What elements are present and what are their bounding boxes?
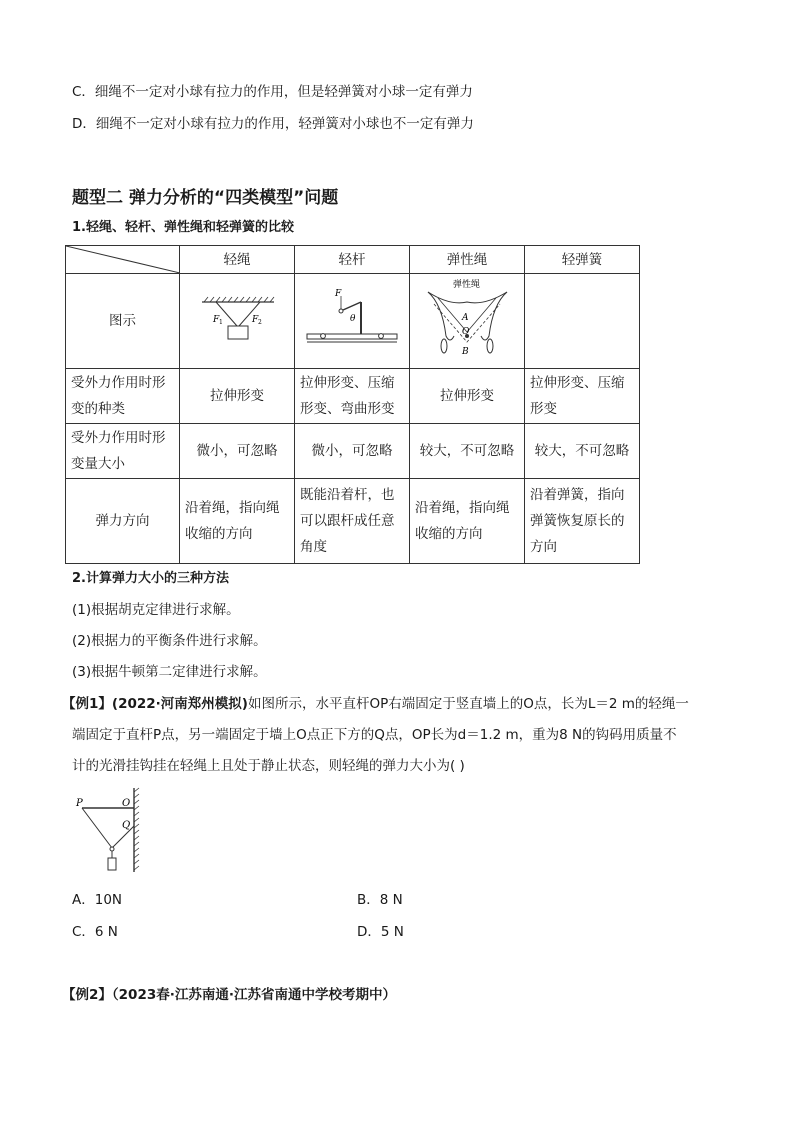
table-header-row: [66, 246, 640, 274]
rope-f2-label: F: [252, 315, 259, 325]
table-cell: 拉伸形变: [410, 369, 525, 424]
table-cell: 较大，不可忽略: [410, 424, 525, 479]
example1-option-c: C．6 N: [72, 924, 118, 940]
subsection-2-title: 2.计算弹力大小的三种方法: [72, 571, 229, 586]
rod-f-label: F: [335, 289, 342, 299]
elastic-title-label: 弹性绳: [453, 280, 481, 290]
comparison-table: [65, 245, 640, 564]
table-row: [66, 369, 640, 424]
rod-theta-label: θ: [350, 314, 356, 324]
rope-f1-label: F: [213, 315, 220, 325]
subsection-1-title: 1.轻绳、轻杆、弹性绳和轻弹簧的比较: [72, 220, 294, 235]
table-row: [66, 424, 640, 479]
elastic-rope-diagram: [410, 274, 525, 369]
figure-q-label: Q: [122, 820, 131, 831]
header-light-rope: 轻绳: [180, 246, 295, 274]
figure-o-label: O: [122, 798, 131, 809]
row-label: 受外力作用时形变的种类: [66, 369, 180, 424]
example1-source: (2022·河南郑州模拟): [111, 696, 248, 712]
row-label: 受外力作用时形变量大小: [66, 424, 180, 479]
example1-line2: 端固定于直杆P点，另一端固定于墙上O点正下方的Q点，OP长为d＝1.2 m，重为8 N的钩码用质量不: [72, 727, 677, 743]
method-3: (3)根据牛顿第二定律进行求解。: [72, 664, 267, 680]
rope-f2-sub: 2: [258, 319, 262, 326]
example1-text-1: 如图所示，水平直杆OP右端固定于竖直墙上的O点，长为L＝2 m的轻绳一: [247, 696, 689, 712]
diagonal-header-cell: [66, 246, 180, 274]
header-light-spring: 轻弹簧: [525, 246, 640, 274]
table-cell: 既能沿着杆，也可以跟杆成任意角度: [295, 479, 410, 564]
elastic-b-label: B: [462, 347, 469, 357]
example1-option-a: A．10N: [72, 892, 123, 908]
row-label: 弹力方向: [66, 479, 180, 564]
table-cell: 沿着绳，指向绳收缩的方向: [410, 479, 525, 564]
method-1: (1)根据胡克定律进行求解。: [72, 602, 240, 618]
table-cell: 微小，可忽略: [180, 424, 295, 479]
table-cell: 拉伸形变: [180, 369, 295, 424]
example1-line1: [62, 694, 689, 714]
option-c: C．细绳不一定对小球有拉力的作用，但是轻弹簧对小球一定有弹力: [72, 84, 473, 100]
example2-source: （2023春·江苏南通·江苏省南通中学校考期中）: [111, 987, 396, 1003]
method-2: (2)根据力的平衡条件进行求解。: [72, 633, 267, 649]
rod-diagram: [295, 274, 410, 369]
table-cell: 拉伸形变、压缩形变、弯曲形变: [295, 369, 410, 424]
example1-figure: [72, 786, 152, 874]
elastic-o-label: O: [462, 327, 470, 337]
rope-diagram: [180, 274, 295, 369]
table-cell: 较大，不可忽略: [525, 424, 640, 479]
table-row-diagram: [66, 274, 640, 369]
figure-p-label: P: [76, 798, 83, 809]
example1-option-b: B．8 N: [357, 892, 403, 908]
diagonal-line: [66, 246, 180, 273]
section-title: 题型二 弹力分析的“四类模型”问题: [72, 188, 339, 208]
example2-line: [62, 985, 396, 1005]
table-cell: 微小，可忽略: [295, 424, 410, 479]
table-cell: 拉伸形变、压缩形变: [525, 369, 640, 424]
example1-line3: 计的光滑挂钩挂在轻绳上且处于静止状态，则轻绳的弹力大小为( ): [72, 758, 465, 774]
table-cell: 沿着绳，指向绳收缩的方向: [180, 479, 295, 564]
table-cell: 沿着弹簧，指向弹簧恢复原长的方向: [525, 479, 640, 564]
rope-f1-sub: 1: [219, 319, 223, 326]
option-d: D．细绳不一定对小球有拉力的作用，轻弹簧对小球也不一定有弹力: [72, 116, 474, 132]
example1-tag: 【例1】: [62, 696, 112, 712]
example1-option-d: D．5 N: [357, 924, 404, 940]
row-label-diagram: 图示: [66, 274, 180, 369]
example2-tag: 【例2】: [62, 987, 112, 1003]
header-elastic-rope: 弹性绳: [410, 246, 525, 274]
header-light-rod: 轻杆: [295, 246, 410, 274]
spring-diagram-empty: [525, 274, 640, 369]
table-row: [66, 479, 640, 564]
elastic-a-label: A: [462, 313, 469, 323]
